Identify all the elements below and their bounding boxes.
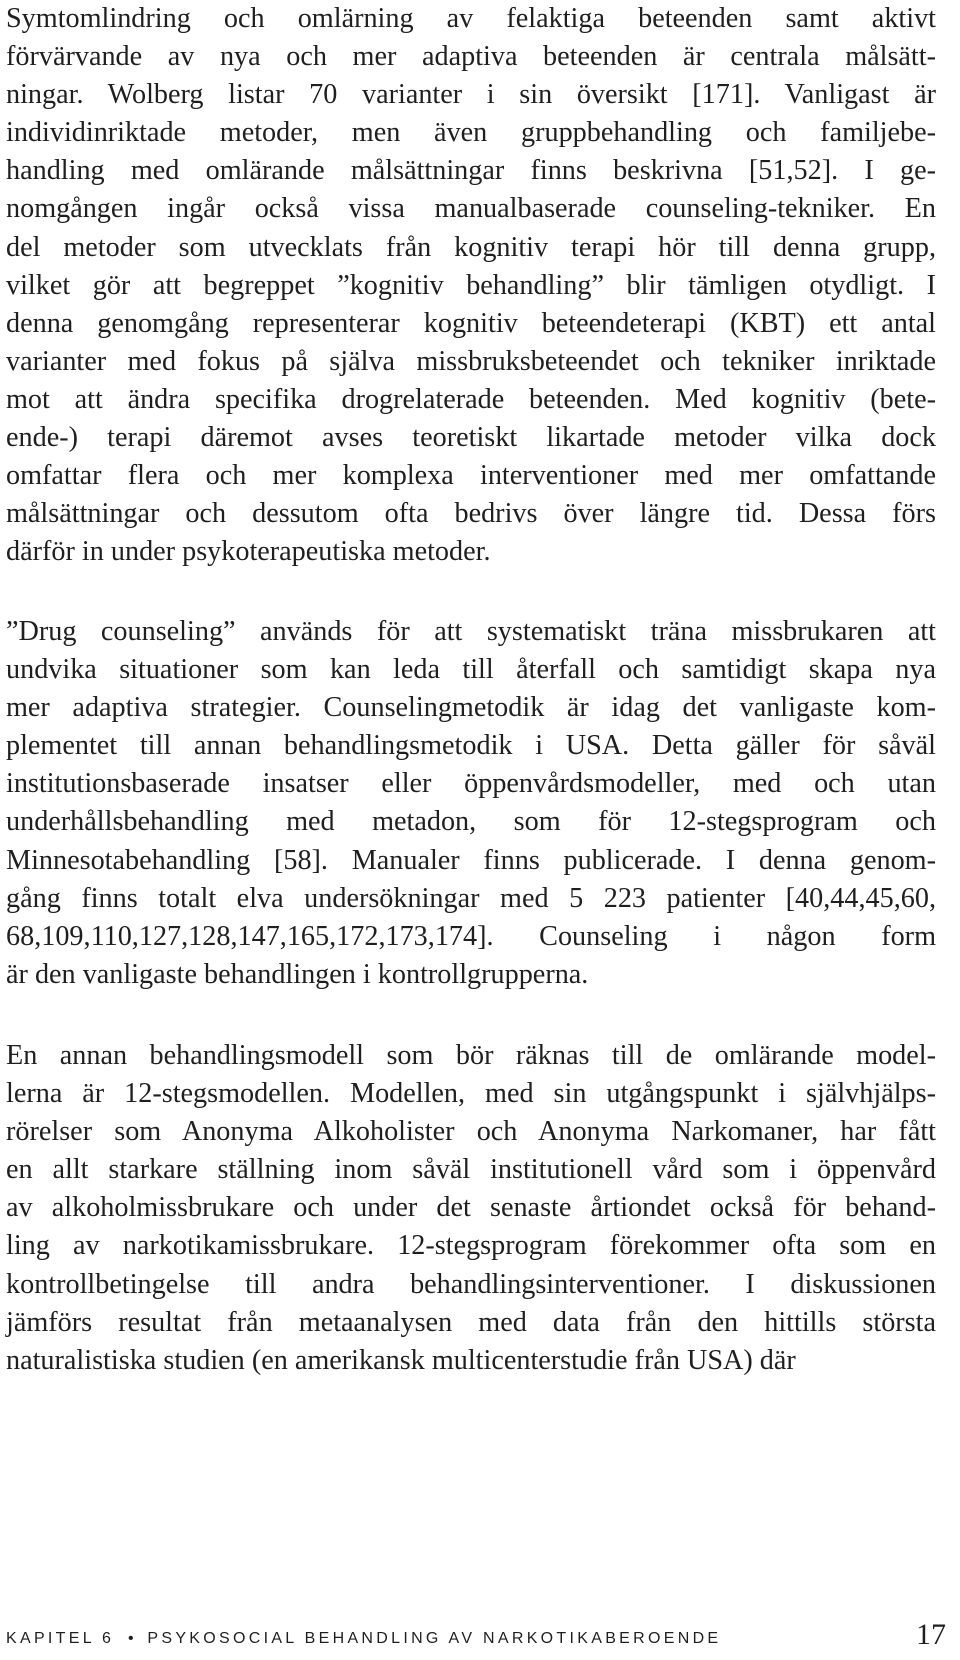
text-line: institutionsbaserade insatser eller öppenvårdsmodeller, med och utan (6, 768, 936, 800)
text-line: gång finns totalt elva undersökningar med 5 223 patienter [40,44,45,60, (6, 882, 936, 914)
page-number: 17 (916, 1618, 946, 1651)
text-line: mer adaptiva strategier. Counselingmetodik är idag det vanligaste kom- (6, 692, 936, 724)
text-line: En annan behandlingsmodell som bör räknas till de omlärande model- (6, 1040, 936, 1071)
text-line: individinriktade metoder, men även gruppbehandling och familjebe- (6, 117, 936, 149)
text-line: 68,109,110,127,128,147,165,172,173,174]. Counseling i någon form (6, 920, 936, 952)
running-head (6, 1630, 721, 1648)
paragraph-behavioral-methods (6, 0, 936, 571)
text-line: därför in under psykoterapeutiska metoder. (6, 536, 491, 568)
text-line: kontrollbetingelse till andra behandlingsinterventioner. I diskussionen (6, 1268, 936, 1300)
text-line: lerna är 12-stegsmodellen. Modellen, med sin utgångspunkt i självhjälps- (6, 1078, 936, 1110)
text-line: rörelser som Anonyma Alkoholister och Anonyma Narkomaner, har fått (6, 1116, 936, 1148)
chapter-label: KAPITEL 6 (6, 1630, 115, 1647)
text-line: Symtomlindring och omlärning av felaktiga beteenden samt aktivt (6, 3, 936, 34)
text-line: ningar. Wolberg listar 70 varianter i sin översikt [171]. Vanligast är (6, 79, 936, 111)
text-line: ende-) terapi däremot avses teoretiskt likartade metoder vilka dock (6, 422, 936, 454)
paragraph-12-step-model (6, 1037, 936, 1380)
text-line: vilket gör att begreppet ”kognitiv behandling” blir tämligen otydligt. I (6, 269, 936, 301)
text-line: målsättningar och dessutom ofta bedrivs över längre tid. Dessa förs (6, 498, 936, 530)
text-line: naturalistiska studien (en amerikansk multicenterstudie från USA) där (6, 1344, 796, 1376)
text-line: ”Drug counseling” används för att systematiskt träna missbrukaren att (6, 616, 936, 647)
text-line: plementet till annan behandlingsmetodik i USA. Detta gäller för såväl (6, 730, 936, 762)
text-line: nomgången ingår också vissa manualbaserade counseling-tekniker. En (6, 193, 936, 225)
text-line: underhållsbehandling med metadon, som för 12-stegsprogram och (6, 806, 936, 838)
text-line: av alkoholmissbrukare och under det senaste årtiondet också för behand- (6, 1192, 936, 1224)
text-line: jämförs resultat från metaanalysen med data från den hittills största (6, 1306, 936, 1338)
chapter-title: PSYKOSOCIAL BEHANDLING AV NARKOTIKABEROENDE (147, 1630, 722, 1647)
text-line: Minnesotabehandling [58]. Manualer finns publicerade. I denna genom- (6, 844, 936, 876)
text-line: ling av narkotikamissbrukare. 12-stegsprogram förekommer ofta som en (6, 1230, 936, 1262)
separator-bullet: • (128, 1630, 134, 1647)
text-line: undvika situationer som kan leda till återfall och samtidigt skapa nya (6, 654, 936, 686)
text-line: varianter med fokus på själva missbruksbeteendet och tekniker inriktade (6, 345, 936, 377)
text-line: en allt starkare ställning inom såväl institutionell vård som i öppenvård (6, 1154, 936, 1186)
page-footer (6, 1612, 946, 1652)
text-line: omfattar flera och mer komplexa interventioner med mer omfattande (6, 460, 936, 492)
text-line: mot att ändra specifika drogrelaterade beteenden. Med kognitiv (bete- (6, 383, 936, 415)
text-line: förvärvande av nya och mer adaptiva beteenden är centrala målsätt- (6, 41, 936, 73)
text-line: handling med omlärande målsättningar finns beskrivna [51,52]. I ge- (6, 155, 936, 187)
text-line: denna genomgång representerar kognitiv beteendeterapi (KBT) ett antal (6, 307, 936, 339)
text-line: del metoder som utvecklats från kognitiv terapi hör till denna grupp, (6, 231, 936, 263)
text-line: är den vanligaste behandlingen i kontrollgrupperna. (6, 958, 589, 990)
paragraph-drug-counseling (6, 613, 936, 994)
